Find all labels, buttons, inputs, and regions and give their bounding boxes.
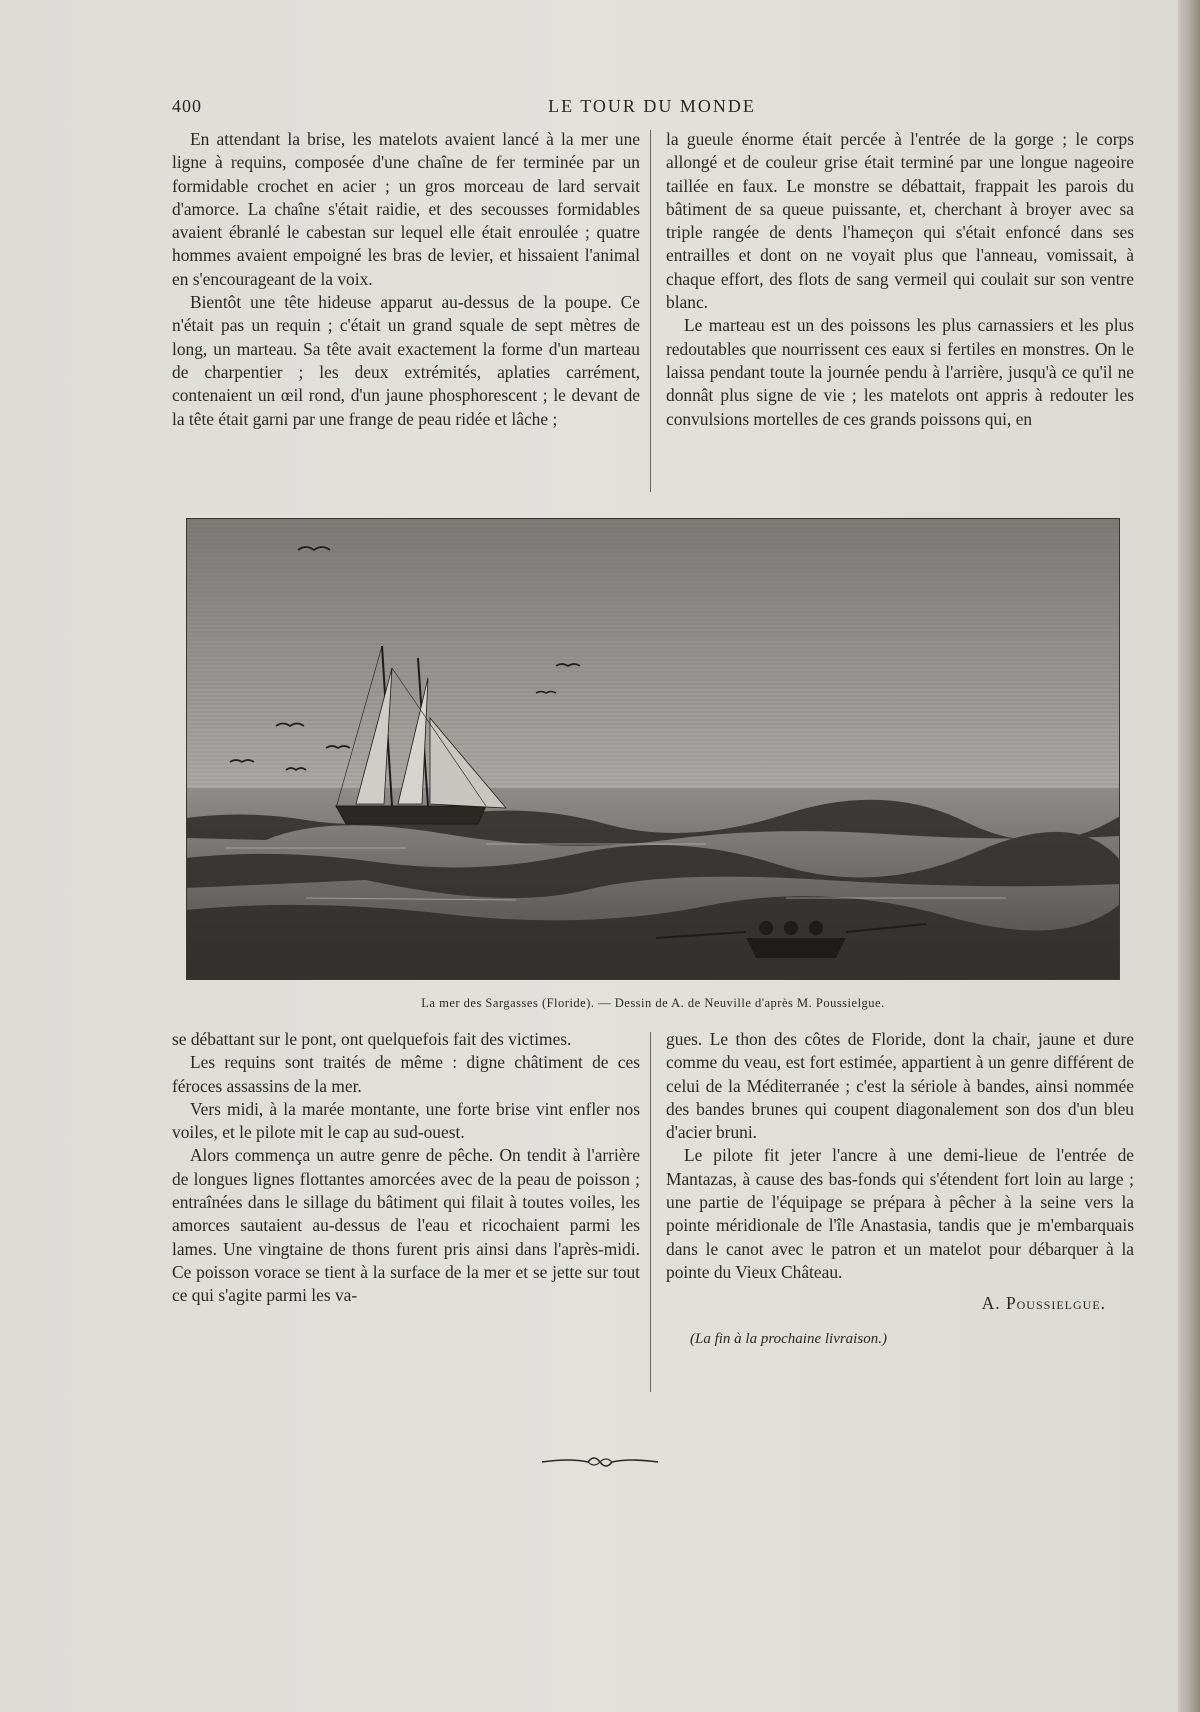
bottom-left-column [172,1028,640,1308]
column-rule [650,130,651,492]
paragraph: Bientôt une tête hideuse apparut au-dessus de la poupe. Ce n'était pas un requin ; c'était un grand squale de sept mètres de long, un marteau. Sa tête avait exactement la forme d'un marteau de charpentier ; les deux extrémités, aplaties carrément, contenaient un œil rond, d'un jaune phosphorescent ; le devant de la tête était garni par une frange de peau ridée et lâche ; [172,292,640,429]
continuation-note: (La fin à la prochaine livraison.) [690,1330,887,1347]
top-left-column [172,128,640,431]
book-spine [1178,0,1200,1712]
engraving-image [186,518,1120,980]
page-header [172,96,1132,120]
paragraph: Vers midi, à la marée montante, une forte brise vint enfler nos voiles, et le pilote mit le cap au sud-ouest. [172,1098,640,1143]
paragraph: En attendant la brise, les matelots avaient lancé à la mer une ligne à requins, composée d'une chaîne de fer terminée par un formidable crochet en acier ; un gros morceau de lard servait d'amorce. La chaîne s'était raidie, et des secousses formidables avaient ébranlé le cabestan sur lequel elle était enroulée ; quatre hommes avaient empoigné les bras de levier, et hissaient l'animal en s'encourageant de la voix. [172,129,640,289]
paragraph: Le pilote fit jeter l'ancre à une demi-lieue de l'entrée de Mantazas, à cause des bas-fonds qui s'étendent fort loin au large ; une partie de l'équipage se prépara à pêcher à la seine vers la pointe méridionale de l'île Anastasia, tandis que je m'embarquais dans le canot avec le patron et un matelot pour débarquer à la pointe du Vieux Château. [666,1145,1134,1282]
figure-caption: La mer des Sargasses (Floride). — Dessin de A. de Neuville d'après M. Poussielgue. [421,996,885,1010]
fleuron-ornament-icon [540,1452,660,1477]
paragraph: Les requins sont traités de même : digne châtiment de ces féroces assassins de la mer. [172,1052,640,1096]
paragraph: gues. Le thon des côtes de Floride, dont la chair, jaune et dure comme du veau, est fort estimée, appartient à un genre différent de celui de la Méditerranée ; c'est la sériole à bandes, ainsi nommée des bandes brunes qui coupent diagonalement son dos d'un bleu d'acier bruni. [666,1029,1134,1143]
author-signature: A. Poussielgue. [981,1293,1106,1314]
engraving-sargasso-sea [186,518,1120,980]
top-right-column [666,128,1134,431]
running-title: LE TOUR DU MONDE [548,96,756,116]
bottom-right-column [666,1028,1134,1351]
paragraph: Le marteau est un des poissons les plus carnassiers et les plus redoutables que nourrissent ces eaux si fertiles en monstres. On le laissa pendant toute la journée pendu à l'arrière, jusqu'à ce qu'il ne donnât plus signe de vie ; les matelots ont appris à redouter les convulsions mortelles de ces grands poissons qui, en [666,315,1134,429]
paragraph: la gueule énorme était percée à l'entrée de la gorge ; le corps allongé et de couleur grise était terminé par une longue nageoire taillée en faux. Le monstre se débattait, frappait les parois du bâtiment de sa queue puissante, et, cherchant à broyer avec sa triple rangée de dents l'hameçon qui s'était enfoncé dans ses entrailles et dont on ne voyait plus que l'anneau, vomissait, à chaque effort, des flots de sang vermeil qui coulait sur son ventre blanc. [666,129,1134,313]
page-number: 400 [172,96,202,116]
paragraph: se débattant sur le pont, ont quelquefois fait des victimes. [172,1029,572,1049]
paragraph: Alors commença un autre genre de pêche. On tendit à l'arrière de longues lignes flottantes amorcées avec de la peau de poisson ; entraînées dans le sillage du bâtiment qui filait à toutes voiles, les amorces sautaient au-dessus de l'eau et ricochaient parmi les lames. Une vingtaine de thons furent pris ainsi dans l'après-midi. Ce poisson vorace se tient à la surface de la mer et se jette sur tout ce qui s'agite parmi les va- [172,1145,640,1306]
column-rule [650,1032,651,1392]
